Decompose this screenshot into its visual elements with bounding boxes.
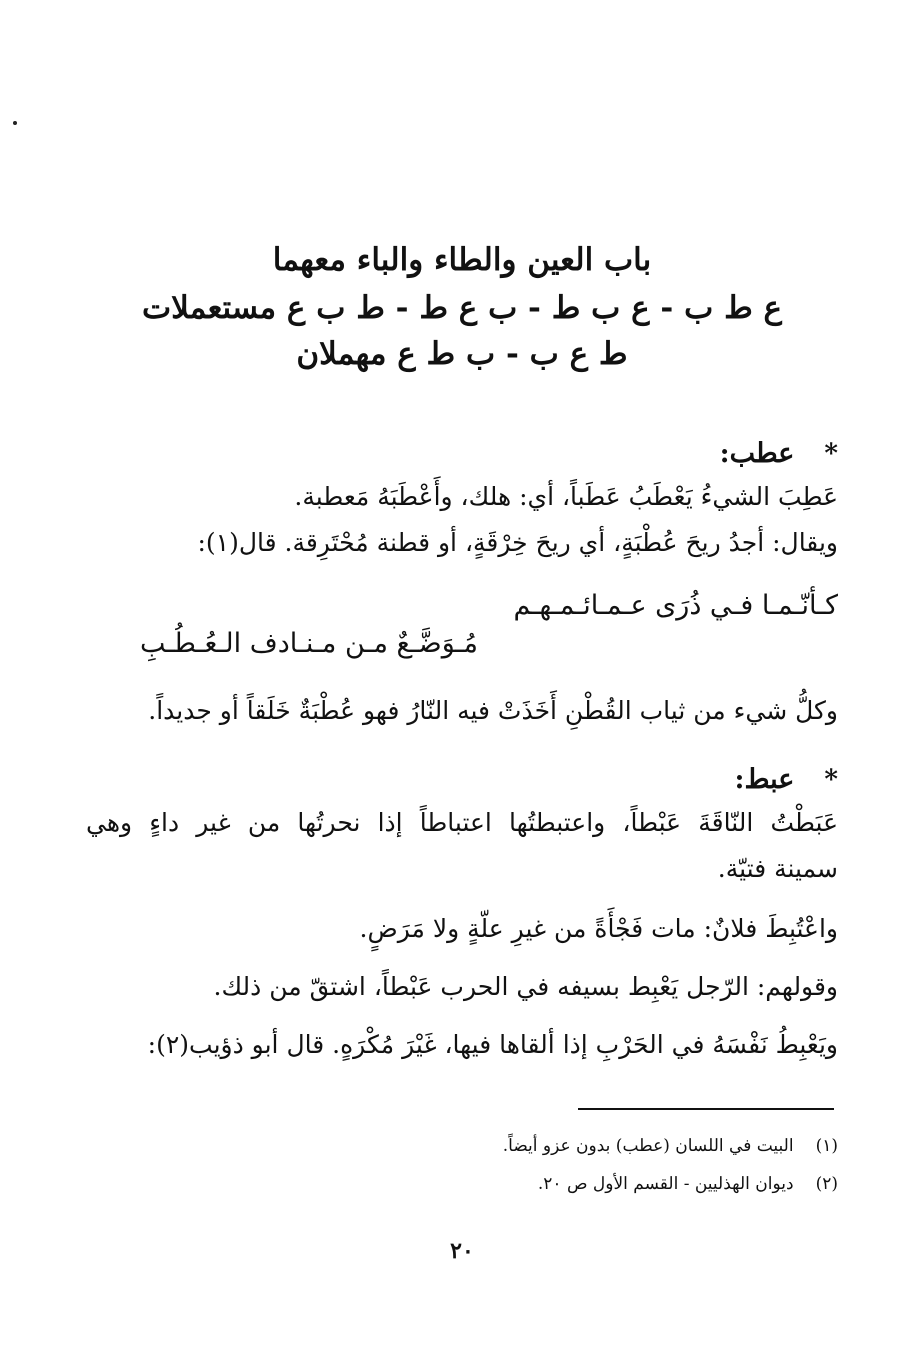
footnote	[418, 1174, 838, 1194]
used-roots-line: ع ط ب - ع ب ط - ب ع ط - ط ب ع مستعملات	[141, 290, 783, 326]
entry-line: ويَعْبِطُ نَفْسَهُ في الحَرْبِ إذا ألقاها فيها، غَيْرَ مُكْرَهٍ. قال أبو ذؤيب(٢):	[147, 1030, 838, 1059]
star-marker: *	[824, 764, 838, 795]
entry-line: ويقال: أجدُ ريحَ عُطْبَةٍ، أي ريحَ خِرْقَةٍ، أو قطنة مُحْتَرِقة. قال(١):	[197, 528, 838, 557]
entry-line: واعْتُبِطَ فلانٌ: مات فَجْأَةً من غيرِ علّةٍ ولا مَرَضٍ.	[359, 914, 838, 943]
footnote-text: ديوان الهذليين - القسم الأول ص ٢٠.	[537, 1174, 794, 1194]
entry-line: وقولهم: الرّجل يَعْبِط بسيفه في الحرب عَبْطاً، اشتقّ من ذلك.	[213, 972, 838, 1001]
entry-heading-abt	[735, 764, 838, 795]
ink-speck	[13, 121, 17, 125]
star-marker: *	[824, 438, 838, 469]
page-number: ٢٠	[450, 1238, 474, 1264]
headword: عبط:	[734, 764, 795, 795]
footnote	[418, 1136, 838, 1156]
headword: عطب:	[719, 438, 795, 469]
footnote-number: (١)	[815, 1136, 838, 1156]
entry-line: عَطِبَ الشيءُ يَعْطَبُ عَطَباً، أي: هلك، وأَعْطَبَهُ مَعطبة.	[294, 482, 838, 511]
footnote-text: البيت في اللسان (عطب) بدون عزو أيضاً.	[502, 1136, 794, 1156]
entry-line: وكلُّ شيء من ثياب القُطْنِ أَخَذَتْ فيه النّارُ فهو عُطْبَةٌ خَلَقاً أو جديداً.	[148, 696, 838, 725]
footnote-number: (٢)	[815, 1174, 838, 1194]
verse-hemistich-1: كـأنّـمـا فـي ذُرَى عـمـائـمـهـم	[513, 590, 838, 621]
verse-hemistich-2: مُـوَضَّـعٌ مـن مـنـادف الـعُـطُـبِ	[140, 628, 479, 659]
entry-line: عَبَطْتُ النّاقَةَ عَبْطاً، واعتبطتُها اعتباطاً إذا نحرتُها من غير داءٍ وهي	[86, 808, 838, 837]
entry-heading-atb	[720, 438, 838, 469]
unused-roots-line: ط ع ب - ب ط ع مهملان	[296, 336, 628, 372]
footnote-rule	[578, 1108, 834, 1110]
entry-line: سمينة فتيّة.	[717, 854, 838, 883]
chapter-title: باب العين والطاء والباء معهما	[272, 242, 652, 278]
